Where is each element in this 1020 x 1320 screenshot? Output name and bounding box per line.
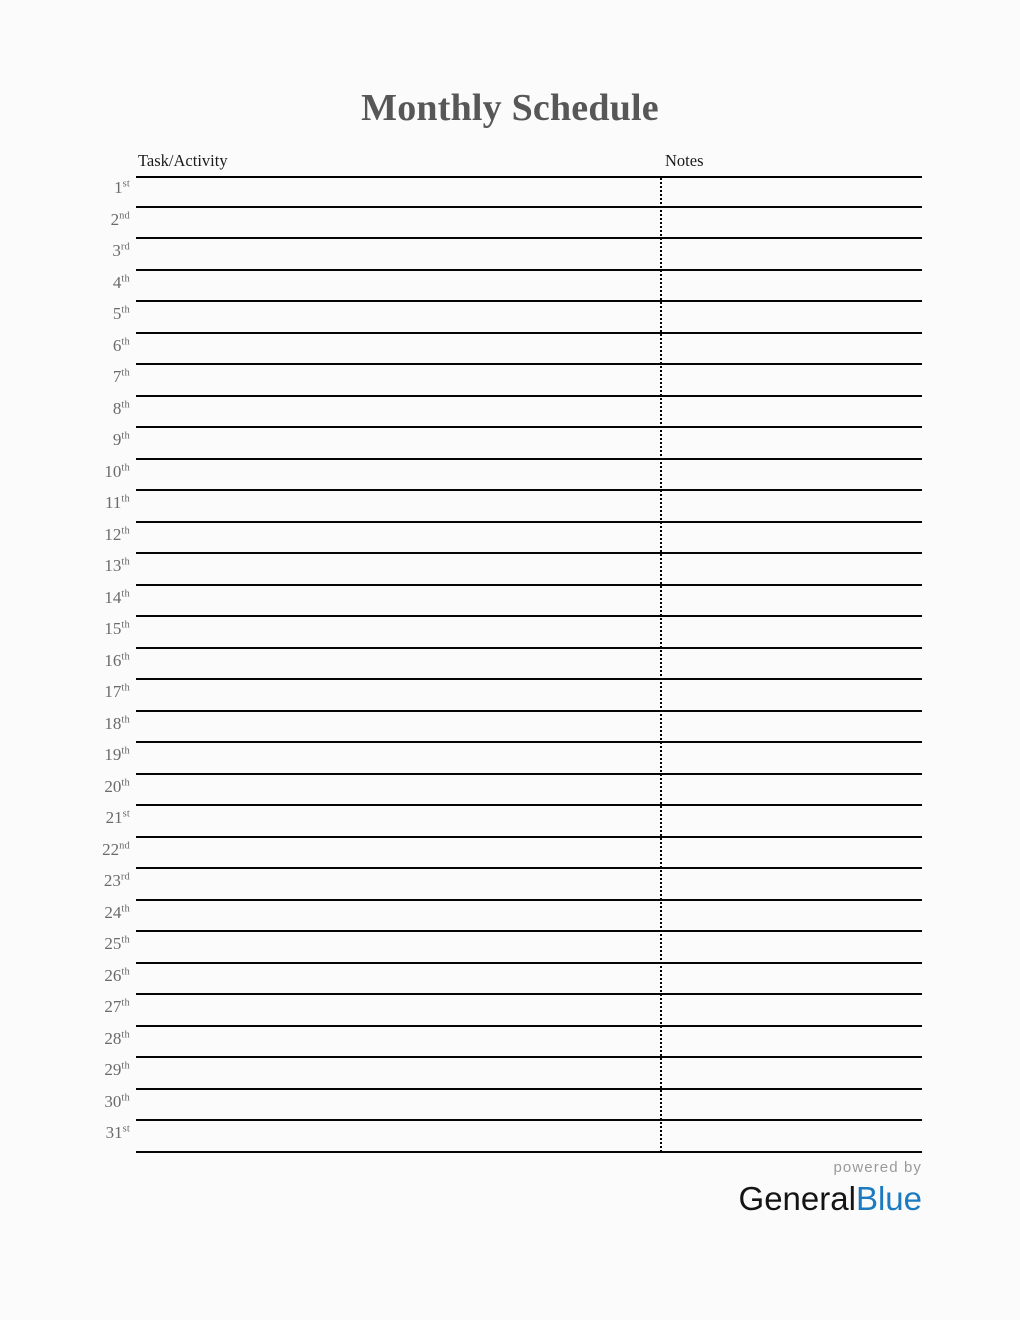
cell-notes[interactable]: [664, 428, 922, 460]
table-row: [105, 491, 922, 523]
cell-task-activity[interactable]: [136, 617, 658, 649]
table-row: [103, 869, 922, 901]
cell-task-activity[interactable]: [136, 743, 658, 775]
day-ordinal-suffix: rd: [120, 241, 130, 253]
day-label: 16th: [104, 650, 130, 670]
day-label: 30th: [104, 1091, 130, 1111]
table-row: [112, 239, 922, 271]
cell-task-activity[interactable]: [136, 428, 658, 460]
cell-notes[interactable]: [664, 932, 922, 964]
day-ordinal-suffix: th: [121, 304, 130, 316]
cell-notes[interactable]: [664, 397, 922, 429]
table-row: [112, 334, 922, 366]
day-label: 10th: [104, 461, 130, 481]
table-row: [112, 271, 922, 303]
day-ordinal-suffix: th: [121, 619, 130, 631]
cell-task-activity[interactable]: [136, 491, 658, 523]
table-row: [104, 1058, 922, 1090]
day-ordinal-suffix: th: [121, 650, 130, 662]
cell-task-activity[interactable]: [136, 869, 658, 901]
day-ordinal-suffix: st: [122, 178, 130, 190]
day-ordinal-suffix: th: [121, 430, 130, 442]
day-label: 1st: [114, 178, 130, 197]
cell-task-activity[interactable]: [136, 964, 658, 996]
day-ordinal-suffix: nd: [119, 209, 130, 221]
day-ordinal-suffix: th: [121, 367, 130, 379]
day-ordinal-suffix: th: [121, 335, 130, 347]
cell-task-activity[interactable]: [136, 365, 658, 397]
column-divider-dotted: [660, 178, 662, 1153]
logo-wordmark-general: General: [738, 1180, 856, 1217]
day-ordinal-suffix: th: [121, 713, 130, 725]
cell-notes[interactable]: [664, 649, 922, 681]
table-row: [105, 1121, 922, 1153]
cell-task-activity[interactable]: [136, 460, 658, 492]
day-ordinal-suffix: th: [121, 745, 130, 757]
cell-notes[interactable]: [664, 208, 922, 240]
day-ordinal-suffix: th: [121, 934, 130, 946]
day-label: 12th: [104, 524, 130, 544]
table-row: [104, 743, 922, 775]
day-label: 14th: [104, 587, 130, 607]
day-ordinal-suffix: st: [122, 808, 130, 820]
table-row: [104, 554, 922, 586]
table-row: [105, 806, 922, 838]
cell-notes[interactable]: [664, 1058, 922, 1090]
cell-task-activity[interactable]: [136, 586, 658, 618]
day-ordinal-suffix: th: [121, 556, 130, 568]
table-row: [104, 523, 922, 555]
cell-task-activity[interactable]: [136, 1090, 658, 1122]
cell-notes[interactable]: [664, 775, 922, 807]
cell-notes[interactable]: [664, 491, 922, 523]
cell-notes[interactable]: [664, 617, 922, 649]
day-ordinal-suffix: th: [121, 682, 130, 694]
day-ordinal-suffix: th: [121, 965, 130, 977]
table-row: [102, 838, 922, 870]
cell-task-activity[interactable]: [136, 1058, 658, 1090]
cell-task-activity[interactable]: [136, 712, 658, 744]
day-label: 29th: [104, 1060, 130, 1079]
table-row: [112, 397, 922, 429]
cell-task-activity[interactable]: [136, 901, 658, 933]
cell-notes[interactable]: [664, 239, 922, 271]
day-label: 17th: [104, 682, 130, 701]
cell-notes[interactable]: [664, 1121, 922, 1153]
cell-task-activity[interactable]: [136, 397, 658, 429]
day-ordinal-suffix: th: [121, 1028, 130, 1040]
day-label: 5th: [112, 304, 130, 323]
logo-powered-by-text: powered by: [833, 1159, 922, 1176]
cell-task-activity[interactable]: [136, 1121, 658, 1153]
table-row: [104, 649, 922, 681]
cell-notes[interactable]: [664, 869, 922, 901]
day-ordinal-suffix: nd: [119, 839, 130, 851]
day-label: 20th: [104, 776, 130, 796]
day-label: 15th: [104, 619, 130, 638]
table-row: [110, 208, 922, 240]
day-label: 23rd: [103, 871, 130, 890]
table-row: [104, 964, 922, 996]
cell-task-activity[interactable]: [136, 995, 658, 1027]
day-label: 7th: [112, 367, 130, 386]
day-ordinal-suffix: th: [121, 997, 130, 1009]
cell-notes[interactable]: [664, 460, 922, 492]
cell-task-activity[interactable]: [136, 1027, 658, 1059]
cell-task-activity[interactable]: [136, 208, 658, 240]
day-ordinal-suffix: st: [122, 1123, 130, 1135]
cell-notes[interactable]: [664, 365, 922, 397]
day-ordinal-suffix: th: [121, 1091, 130, 1103]
day-label: 11th: [105, 493, 130, 512]
cell-notes[interactable]: [664, 586, 922, 618]
day-label: 6th: [112, 335, 130, 355]
table-row: [104, 932, 922, 964]
row-rule: [136, 1151, 922, 1153]
cell-notes[interactable]: [664, 838, 922, 870]
table-row: [104, 586, 922, 618]
logo-wordmark-blue: Blue: [855, 1180, 922, 1217]
day-ordinal-suffix: th: [121, 776, 130, 788]
table-row: [114, 176, 922, 208]
cell-notes[interactable]: [664, 1090, 922, 1122]
day-ordinal-suffix: th: [121, 461, 130, 473]
cell-notes[interactable]: [664, 680, 922, 712]
cell-task-activity[interactable]: [136, 523, 658, 555]
table-row: [112, 302, 922, 334]
cell-notes[interactable]: [664, 806, 922, 838]
table-row: [104, 712, 922, 744]
day-label: 3rd: [112, 241, 130, 260]
column-header-notes: Notes: [665, 151, 704, 170]
table-row: [104, 775, 922, 807]
table-row: [104, 1027, 922, 1059]
day-label: 25th: [104, 934, 130, 953]
day-label: 18th: [104, 713, 130, 733]
day-label: 22nd: [102, 839, 130, 859]
day-label: 4th: [112, 272, 130, 292]
logo-wordmark: [662, 1180, 922, 1218]
day-label: 19th: [104, 745, 130, 764]
cell-task-activity[interactable]: [136, 176, 658, 208]
day-label: 13th: [104, 556, 130, 575]
cell-task-activity[interactable]: [136, 649, 658, 681]
day-ordinal-suffix: rd: [120, 871, 130, 883]
table-row: [104, 617, 922, 649]
day-label: 21st: [105, 808, 130, 827]
day-label: 9th: [112, 430, 130, 449]
column-header-task-activity: Task/Activity: [138, 151, 228, 170]
cell-task-activity[interactable]: [136, 838, 658, 870]
cell-notes[interactable]: [664, 1027, 922, 1059]
table-row: [104, 901, 922, 933]
table-column-headers: [136, 150, 922, 176]
cell-task-activity[interactable]: [136, 680, 658, 712]
day-label: 2nd: [110, 209, 130, 229]
cell-task-activity[interactable]: [136, 775, 658, 807]
page-title: Monthly Schedule: [361, 87, 659, 129]
cell-task-activity[interactable]: [136, 239, 658, 271]
day-ordinal-suffix: th: [121, 272, 130, 284]
day-label: 31st: [105, 1123, 130, 1142]
cell-notes[interactable]: [664, 901, 922, 933]
cell-task-activity[interactable]: [136, 554, 658, 586]
day-label: 26th: [104, 965, 130, 985]
general-blue-logo: [662, 1158, 922, 1218]
cell-notes[interactable]: [664, 271, 922, 303]
day-ordinal-suffix: th: [121, 902, 130, 914]
cell-notes[interactable]: [664, 554, 922, 586]
table-row: [104, 460, 922, 492]
table-row: [104, 995, 922, 1027]
day-ordinal-suffix: th: [121, 587, 130, 599]
day-ordinal-suffix: th: [121, 493, 130, 505]
cell-notes[interactable]: [664, 743, 922, 775]
cell-notes[interactable]: [664, 995, 922, 1027]
cell-task-activity[interactable]: [136, 806, 658, 838]
cell-notes[interactable]: [664, 176, 922, 208]
cell-task-activity[interactable]: [136, 271, 658, 303]
table-row: [112, 428, 922, 460]
day-label: 28th: [104, 1028, 130, 1048]
cell-notes[interactable]: [664, 712, 922, 744]
day-ordinal-suffix: th: [121, 524, 130, 536]
day-label: 27th: [104, 997, 130, 1016]
cell-notes[interactable]: [664, 523, 922, 555]
table-row: [104, 680, 922, 712]
cell-notes[interactable]: [664, 302, 922, 334]
day-ordinal-suffix: th: [121, 398, 130, 410]
schedule-table: [102, 176, 922, 1153]
table-row: [104, 1090, 922, 1122]
cell-task-activity[interactable]: [136, 302, 658, 334]
day-label: 24th: [104, 902, 130, 922]
cell-notes[interactable]: [664, 334, 922, 366]
cell-task-activity[interactable]: [136, 334, 658, 366]
cell-notes[interactable]: [664, 964, 922, 996]
day-label: 8th: [112, 398, 130, 418]
cell-task-activity[interactable]: [136, 932, 658, 964]
table-row: [112, 365, 922, 397]
day-ordinal-suffix: th: [121, 1060, 130, 1072]
